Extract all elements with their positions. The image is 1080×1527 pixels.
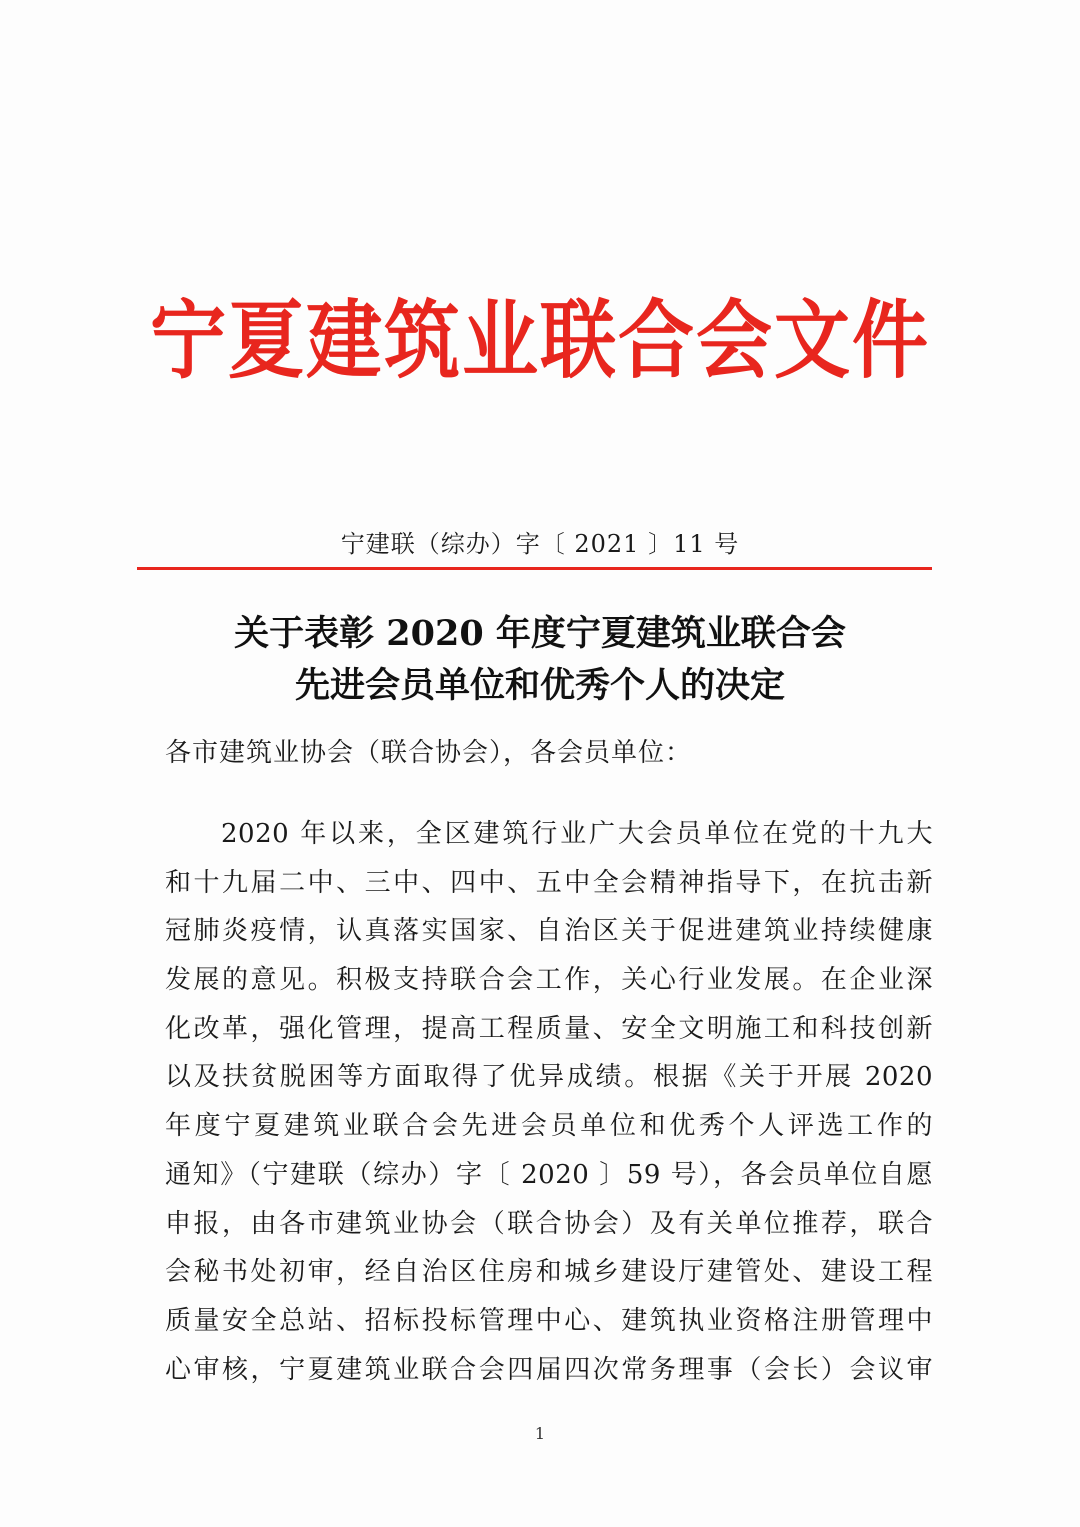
body-text bbox=[165, 810, 933, 1394]
body-line: 发展的意见。积极支持联合会工作，关心行业发展。在企业深 bbox=[165, 965, 933, 996]
document-number: 宁建联（综办）字〔 2021 〕11 号 bbox=[340, 530, 740, 558]
body-line: 质量安全总站、招标投标管理中心、建筑执业资格注册管理中 bbox=[165, 1305, 933, 1336]
salutation: 各市建筑业协会（联合协会），各会员单位： bbox=[165, 738, 693, 768]
masthead-title: 宁夏建筑业联合会文件 bbox=[150, 290, 930, 391]
body-line: 通知》（宁建联（综办）字〔 2020 〕59 号），各会员单位自愿 bbox=[165, 1159, 933, 1190]
body-line: 会秘书处初审，经自治区住房和城乡建设厅建管处、建设工程 bbox=[165, 1257, 933, 1288]
body-line: 冠肺炎疫情，认真落实国家、自治区关于促进建筑业持续健康 bbox=[165, 916, 933, 947]
body-line: 2020 年以来，全区建筑行业广大会员单位在党的十九大 bbox=[221, 819, 933, 849]
body-line: 以及扶贫脱困等方面取得了优异成绩。根据《关于开展 2020 bbox=[165, 1062, 933, 1093]
body-line: 申报，由各市建筑业协会（联合协会）及有关单位推荐，联合 bbox=[165, 1208, 933, 1239]
title-line-1: 关于表彰 2020 年度宁夏建筑业联合会 bbox=[234, 613, 846, 654]
body-line: 年度宁夏建筑业联合会先进会员单位和优秀个人评选工作的 bbox=[165, 1111, 933, 1142]
body-line: 心审核，宁夏建筑业联合会四届四次常务理事（会长）会议审 bbox=[165, 1354, 933, 1385]
red-divider-line bbox=[137, 567, 932, 570]
page-number: 1 bbox=[534, 1424, 546, 1443]
title-line-2: 先进会员单位和优秀个人的决定 bbox=[294, 665, 785, 706]
document-title bbox=[0, 608, 1080, 712]
body-line: 化改革，强化管理，提高工程质量、安全文明施工和科技创新 bbox=[165, 1013, 933, 1044]
body-line: 和十九届二中、三中、四中、五中全会精神指导下，在抗击新 bbox=[165, 867, 933, 898]
